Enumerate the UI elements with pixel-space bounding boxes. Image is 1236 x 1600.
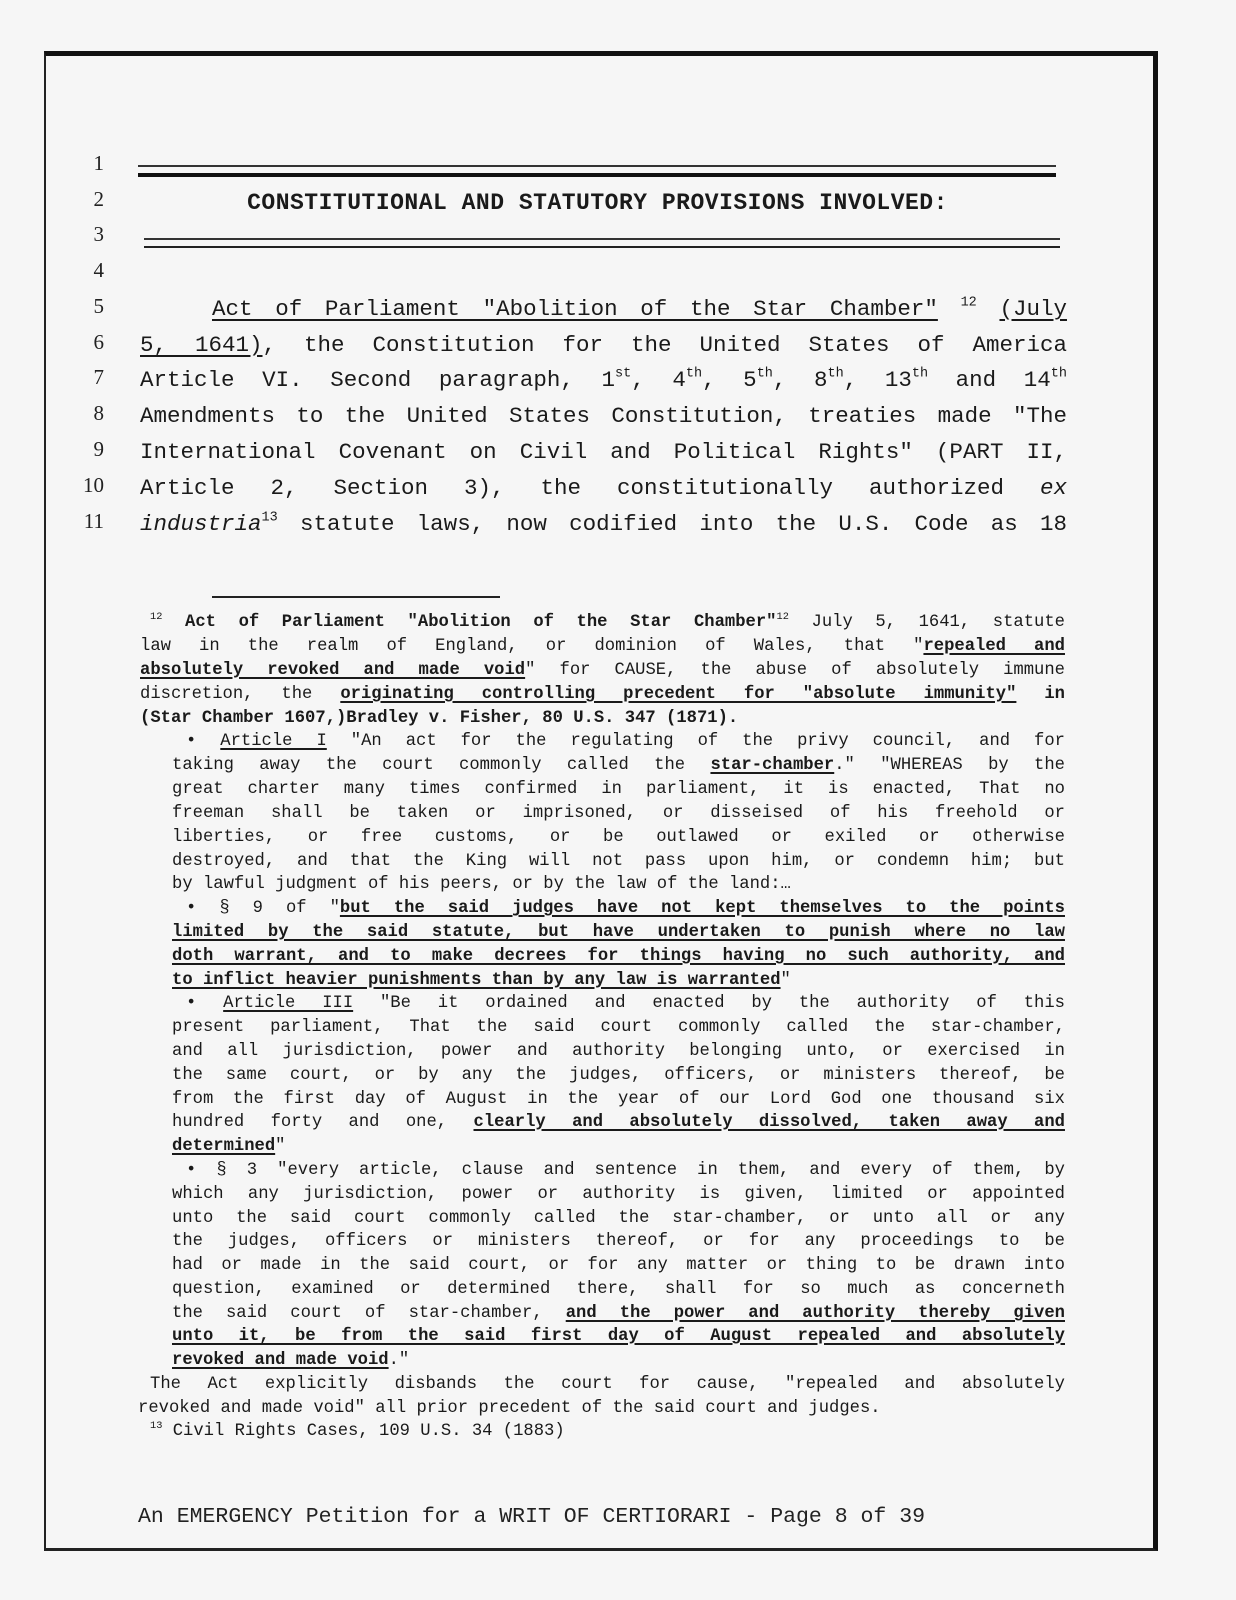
text: , the Constitution for the United States of America [262, 332, 1067, 358]
bullet-line [172, 1111, 1065, 1135]
citation: (Star Chamber 1607,)Bradley v. Fisher, 80 U.S. 347 (1871). [140, 709, 739, 728]
body-line-5 [212, 296, 1067, 322]
footnote-12-line-1 [150, 611, 1065, 635]
bullet-article-1: • Article I "An act for the regulating of the privy council, and for [186, 732, 1065, 751]
text: and 14 [928, 367, 1051, 393]
ordinal: th [1050, 366, 1067, 382]
emphasis: doth warrant, and to make decrees for things having no such authority, and [172, 947, 1065, 966]
text: , 5 [702, 367, 757, 393]
line-number: 11 [83, 509, 104, 533]
bullet-line: liberties, or free customs, or be outlawed or exiled or otherwise [172, 828, 1065, 847]
text: hundred forty and one, [172, 1113, 474, 1132]
bullet-line: had or made in the said court, or for any matter or thing to be drawn into [172, 1256, 1065, 1275]
bullet-label: § 9 of [219, 899, 307, 918]
text: discretion, the [140, 685, 341, 704]
bullet-line: the judges, officers or ministers thereof, or for any proceedings to be [172, 1232, 1065, 1251]
footnote-12-line-4 [140, 683, 1065, 707]
bullet-line: great charter many times confirmed in parliament, it is enacted, That no [172, 780, 1065, 799]
text: " [780, 971, 791, 990]
bullet-label: Article III [223, 994, 354, 1013]
emphasis: star-chamber [710, 756, 835, 775]
date-open: (July [999, 296, 1067, 322]
heading-rule-bottom [144, 238, 1060, 248]
footnote-12-closing-2: revoked and made void" all prior precedent of the said court and judges. [138, 1399, 881, 1418]
emphasis: clearly and absolutely dissolved, taken away and [473, 1113, 1065, 1132]
footnote-12-line-2 [140, 635, 1065, 659]
text: , 4 [631, 367, 686, 393]
bullet-line: question, examined or determined there, shall for so much as concerneth [172, 1280, 1065, 1299]
text: "every article, clause and sentence in them, and every of them, by [277, 1161, 1065, 1180]
bullet-label: § 3 [216, 1161, 258, 1180]
bullet-article-3: • Article III "Be it ordained and enacted by the authority of this [186, 994, 1065, 1013]
bullet-section-9: • § 9 of "but the said judges have not kept themselves to the points [186, 899, 1065, 918]
body-line-9: International Covenant on Civil and Political Rights" (PART II, [140, 439, 1067, 465]
text: , 8 [772, 367, 828, 393]
body-line-6 [140, 332, 1067, 358]
heading-rule-top [138, 165, 1056, 177]
bullet-line: which any jurisdiction, power or authority is given, limited or appointed [172, 1185, 1065, 1204]
body-line-11 [140, 511, 1067, 537]
text: July 5, 1641, statute [788, 613, 1065, 632]
text: "An act for the regulating of the privy council, and for [350, 732, 1065, 751]
bullet-label: Article I [220, 732, 327, 751]
text: " [329, 899, 340, 918]
emphasis: repealed and [923, 637, 1065, 656]
text: the said court of star-chamber, [172, 1304, 566, 1323]
bullet-line [172, 1325, 1065, 1349]
ordinal: st [615, 366, 632, 382]
text: "Be it ordained and enacted by the authority of this [379, 994, 1065, 1013]
footnote-13 [150, 1420, 565, 1444]
line-number: 8 [93, 401, 104, 425]
line-number: 4 [93, 258, 104, 282]
bullet-line: and all jurisdiction, power and authority belonging unto, or exercised in [172, 1042, 1065, 1061]
text: , 13 [843, 367, 912, 393]
body-line-7 [140, 367, 1067, 393]
body-line-10 [140, 475, 1067, 501]
footnote-ref-13[interactable]: 13 [261, 510, 278, 526]
footnote-ref: 12 [776, 610, 789, 623]
latin-term: industria [140, 511, 262, 537]
text: " for CAUSE, the abuse of absolutely immune [525, 661, 1065, 680]
ordinal: th [756, 366, 773, 382]
footnote-ref-12[interactable]: 12 [960, 295, 977, 311]
emphasis: to inflict heavier punishments than by any law is warranted [172, 971, 781, 990]
line-number: 5 [93, 294, 104, 318]
text: ." "WHEREAS by the [834, 756, 1065, 775]
text: Act of Parliament "Abolition of the Star Chamber" [185, 613, 777, 632]
act-of-parliament-title: Act of Parliament "Abolition of the Star Chamber" [212, 296, 938, 322]
line-number: 10 [83, 473, 104, 497]
emphasis: but the said judges have not kept themselves to the points [339, 899, 1065, 918]
latin-term: ex [1039, 475, 1067, 501]
bullet-line: destroyed, and that the King will not pass upon him, or condemn him; but [172, 852, 1065, 871]
emphasis: originating controlling precedent for "absolute immunity" [340, 685, 1017, 704]
ordinal: th [685, 366, 703, 382]
body-line-8: Amendments to the United States Constitution, treaties made "The [140, 403, 1067, 429]
footnote-marker-12: 12 [150, 610, 163, 623]
text: Article 2, Section 3), the constitutionally authorized [140, 475, 1004, 501]
emphasis: unto it, be from the said first day of August repealed and absolutely [172, 1327, 1065, 1346]
text: in [1016, 685, 1065, 704]
text: ." [388, 1351, 410, 1370]
ordinal: th [911, 366, 929, 382]
line-number: 1 [93, 151, 104, 175]
bullet-line [172, 945, 1065, 969]
footnote-12-closing-1: The Act explicitly disbands the court for cause, "repealed and absolutely [150, 1375, 1065, 1394]
page-footer: An EMERGENCY Petition for a WRIT OF CERTIORARI - Page 8 of 39 [138, 1505, 926, 1529]
bullet-line [172, 969, 791, 993]
line-number: 7 [93, 365, 104, 389]
bullet-line: the same court, or by any the judges, officers, or ministers thereof, be [172, 1066, 1065, 1085]
bullet-line: present parliament, That the said court commonly called the star-chamber, [172, 1018, 1065, 1037]
bullet-line: by lawful judgment of his peers, or by the law of the land:… [172, 875, 791, 894]
bullet-line: unto the said court commonly called the star-chamber, or unto all or any [172, 1209, 1065, 1228]
line-number: 3 [93, 222, 104, 246]
line-number: 9 [93, 437, 104, 461]
line-number: 6 [93, 330, 104, 354]
bullet-section-3: • § 3 "every article, clause and sentence in them, and every of them, by [186, 1161, 1065, 1180]
ordinal: th [827, 366, 844, 382]
bullet-line [172, 1302, 1065, 1326]
bullet-line: freeman shall be taken or imprisoned, or disseised of his freehold or [172, 804, 1065, 823]
emphasis: limited by the said statute, but have undertaken to punish where no law [172, 923, 1065, 942]
emphasis: absolutely revoked and made void [140, 661, 526, 680]
bullet-line: from the first day of August in the year of our Lord God one thousand six [172, 1090, 1065, 1109]
footnote-12-line-5 [140, 707, 738, 731]
bullet-line [172, 1349, 409, 1373]
emphasis: determined [172, 1137, 276, 1156]
line-number: 2 [93, 187, 104, 211]
bullet-line [172, 1135, 285, 1159]
footnote-separator [212, 596, 500, 598]
emphasis: and the power and authority thereby given [565, 1304, 1065, 1323]
citation: Civil Rights Cases, 109 U.S. 34 (1883) [172, 1422, 565, 1441]
footnote-12-line-3 [140, 659, 1065, 683]
text: Article VI. Second paragraph, 1 [140, 367, 616, 393]
text: " [275, 1137, 286, 1156]
bullet-line [172, 921, 1065, 945]
bullet-line [172, 754, 1065, 778]
footnote-marker-13: 13 [150, 1419, 163, 1432]
text: taking away the court commonly called the [172, 756, 711, 775]
text: law in the realm of England, or dominion of Wales, that " [140, 637, 924, 656]
section-heading: CONSTITUTIONAL AND STATUTORY PROVISIONS INVOLVED: [247, 190, 948, 216]
emphasis: revoked and made void [172, 1351, 389, 1370]
date-close: 5, 1641) [140, 332, 263, 358]
text: statute laws, now codified into the U.S. Code as 18 [277, 511, 1067, 537]
